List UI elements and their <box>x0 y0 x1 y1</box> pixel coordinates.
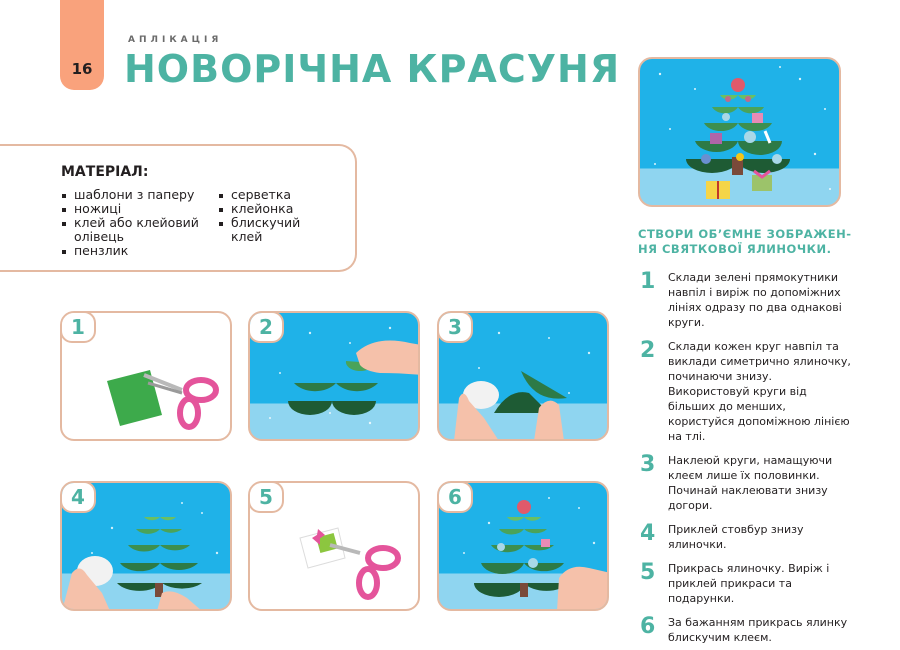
step-text: Склади зелені прямокутники навпіл і виріж по допоміжних лініях одразу по два однакові круги. <box>668 271 842 329</box>
page-number-tab <box>60 0 104 90</box>
instruction-steps <box>638 270 853 650</box>
illustration-step-2 <box>248 311 420 441</box>
illustration-step-3 <box>437 311 609 441</box>
christmas-tree-icon <box>640 59 841 207</box>
page-number: 16 <box>71 60 93 78</box>
step-number: 5 <box>640 560 656 585</box>
step-text: Склади кожен круг навпіл та виклади симетрично ялиночку, починаючи знизу. Використовуй круги від більших до менших, користуйся допоміжною лінією на тлі. <box>668 340 851 443</box>
illustration-step-5 <box>248 481 420 611</box>
instruction-step <box>638 453 853 513</box>
material-item: серветка <box>218 188 318 202</box>
step-badge: 3 <box>437 311 473 343</box>
instruction-step <box>638 270 853 330</box>
section-label: АПЛІКАЦІЯ <box>128 35 223 45</box>
instructions-subtitle: СТВОРИ ОБ’ЄМНЕ ЗОБРАЖЕН-НЯ СВЯТКОВОЇ ЯЛИНОЧКИ. <box>638 227 852 256</box>
material-item: ножиці <box>61 202 221 216</box>
step-number: 2 <box>640 338 656 363</box>
step-text: Приклей стовбур знизу ялиночки. <box>668 523 804 551</box>
page-title: НОВОРІЧНА КРАСУНЯ <box>124 47 621 91</box>
material-item: шаблони з паперу <box>61 188 221 202</box>
instruction-step <box>638 561 853 606</box>
material-item: блискучий клей <box>218 216 318 244</box>
step-badge: 4 <box>60 481 96 513</box>
step-text: Прикрась ялиночку. Виріж і приклей прикраси та подарунки. <box>668 562 830 605</box>
step-badge: 2 <box>248 311 284 343</box>
material-item: пензлик <box>61 244 221 258</box>
step-number: 3 <box>640 452 656 477</box>
step-text: Наклеюй круги, намащуючи клеєм лише їх половинки. Починай наклеювати знизу догори. <box>668 454 833 512</box>
step-text: За бажанням прикрась ялинку блискучим клеєм. <box>668 616 848 644</box>
materials-title: МАТЕРІАЛ: <box>61 164 149 180</box>
step-badge: 1 <box>60 311 96 343</box>
instruction-step <box>638 522 853 552</box>
finished-tree-illustration <box>638 57 841 207</box>
materials-box <box>0 144 357 272</box>
materials-list-1 <box>61 188 221 258</box>
step-number: 4 <box>640 521 656 546</box>
step-number: 1 <box>640 269 656 294</box>
illustration-step-1 <box>60 311 232 441</box>
illustration-step-4 <box>60 481 232 611</box>
material-item: клей або клейовий олівець <box>61 216 221 244</box>
illustration-step-6 <box>437 481 609 611</box>
material-item: клейонка <box>218 202 318 216</box>
materials-list-2 <box>218 188 318 244</box>
instruction-step <box>638 615 853 645</box>
step-badge: 6 <box>437 481 473 513</box>
step-number: 6 <box>640 614 656 639</box>
step-badge: 5 <box>248 481 284 513</box>
instruction-step <box>638 339 853 444</box>
